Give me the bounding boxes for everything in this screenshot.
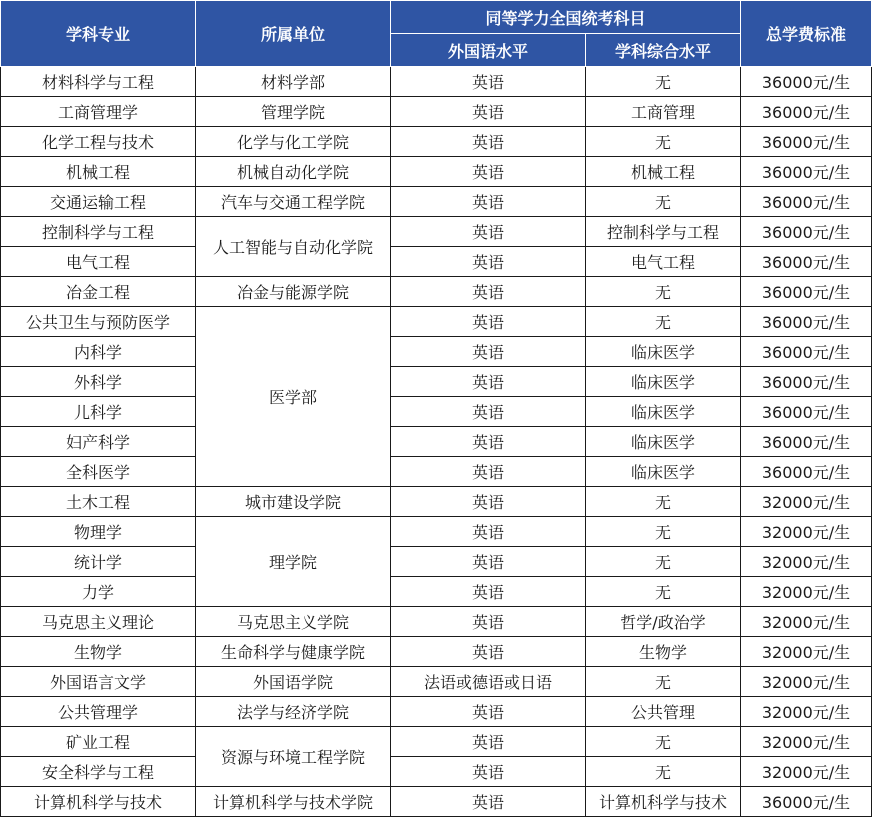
- cell-subject: 无: [586, 127, 741, 157]
- cell-major: 内科学: [1, 337, 196, 367]
- table-row: [1, 217, 872, 247]
- cell-lang: 英语: [391, 97, 586, 127]
- table-row: [1, 637, 872, 667]
- cell-major: 交通运输工程: [1, 187, 196, 217]
- cell-lang: 英语: [391, 307, 586, 337]
- cell-major: 马克思主义理论: [1, 607, 196, 637]
- cell-subject: 无: [586, 307, 741, 337]
- cell-lang: 英语: [391, 277, 586, 307]
- table-row: [1, 517, 872, 547]
- cell-major: 工商管理学: [1, 97, 196, 127]
- cell-unit: 外国语学院: [196, 667, 391, 697]
- cell-major: 妇产科学: [1, 427, 196, 457]
- cell-subject: 无: [586, 67, 741, 97]
- cell-fee: 36000元/生: [741, 277, 872, 307]
- table-row: [1, 97, 872, 127]
- table-row: [1, 367, 872, 397]
- cell-fee: 32000元/生: [741, 487, 872, 517]
- cell-lang: 英语: [391, 67, 586, 97]
- cell-major: 材料科学与工程: [1, 67, 196, 97]
- cell-fee: 32000元/生: [741, 727, 872, 757]
- cell-subject: 临床医学: [586, 337, 741, 367]
- cell-fee: 32000元/生: [741, 607, 872, 637]
- cell-subject: 电气工程: [586, 247, 741, 277]
- cell-major: 公共卫生与预防医学: [1, 307, 196, 337]
- table-row: [1, 67, 872, 97]
- header-foreign-language: 外国语水平: [391, 34, 586, 67]
- table-row: [1, 577, 872, 607]
- cell-fee: 36000元/生: [741, 457, 872, 487]
- cell-subject: 无: [586, 547, 741, 577]
- table-body: [1, 67, 872, 817]
- cell-fee: 36000元/生: [741, 427, 872, 457]
- cell-major: 统计学: [1, 547, 196, 577]
- cell-major: 物理学: [1, 517, 196, 547]
- cell-unit: 材料学部: [196, 67, 391, 97]
- cell-fee: 36000元/生: [741, 67, 872, 97]
- table-row: [1, 397, 872, 427]
- cell-unit: 冶金与能源学院: [196, 277, 391, 307]
- cell-fee: 36000元/生: [741, 127, 872, 157]
- header-subject-level: 学科综合水平: [586, 34, 741, 67]
- cell-lang: 英语: [391, 547, 586, 577]
- cell-major: 安全科学与工程: [1, 757, 196, 787]
- cell-lang: 英语: [391, 427, 586, 457]
- cell-subject: 无: [586, 577, 741, 607]
- cell-fee: 32000元/生: [741, 757, 872, 787]
- cell-fee: 36000元/生: [741, 787, 872, 817]
- cell-fee: 36000元/生: [741, 337, 872, 367]
- cell-unit: 城市建设学院: [196, 487, 391, 517]
- cell-subject: 生物学: [586, 637, 741, 667]
- table-row: [1, 307, 872, 337]
- cell-unit: 计算机科学与技术学院: [196, 787, 391, 817]
- cell-major: 力学: [1, 577, 196, 607]
- table-row: [1, 247, 872, 277]
- cell-subject: 机械工程: [586, 157, 741, 187]
- cell-unit: 汽车与交通工程学院: [196, 187, 391, 217]
- table-header: [1, 1, 872, 67]
- cell-major: 化学工程与技术: [1, 127, 196, 157]
- cell-unit: 法学与经济学院: [196, 697, 391, 727]
- cell-lang: 英语: [391, 487, 586, 517]
- cell-fee: 32000元/生: [741, 517, 872, 547]
- table-row: [1, 607, 872, 637]
- cell-fee: 36000元/生: [741, 97, 872, 127]
- cell-lang: 英语: [391, 787, 586, 817]
- cell-subject: 控制科学与工程: [586, 217, 741, 247]
- cell-lang: 英语: [391, 187, 586, 217]
- cell-subject: 工商管理: [586, 97, 741, 127]
- table-row: [1, 427, 872, 457]
- header-tuition: 总学费标准: [741, 1, 872, 67]
- cell-subject: 计算机科学与技术: [586, 787, 741, 817]
- cell-lang: 英语: [391, 157, 586, 187]
- table-row: [1, 547, 872, 577]
- cell-fee: 36000元/生: [741, 217, 872, 247]
- cell-unit: 管理学院: [196, 97, 391, 127]
- cell-unit: 医学部: [196, 307, 391, 487]
- cell-lang: 英语: [391, 217, 586, 247]
- cell-subject: 无: [586, 187, 741, 217]
- cell-fee: 36000元/生: [741, 157, 872, 187]
- cell-fee: 32000元/生: [741, 577, 872, 607]
- table-row: [1, 697, 872, 727]
- cell-subject: 无: [586, 277, 741, 307]
- cell-fee: 32000元/生: [741, 637, 872, 667]
- cell-major: 矿业工程: [1, 727, 196, 757]
- header-exam-group: 同等学力全国统考科目: [391, 1, 741, 34]
- cell-fee: 36000元/生: [741, 397, 872, 427]
- header-major: 学科专业: [1, 1, 196, 67]
- cell-fee: 32000元/生: [741, 547, 872, 577]
- cell-lang: 英语: [391, 337, 586, 367]
- cell-subject: 无: [586, 727, 741, 757]
- cell-major: 土木工程: [1, 487, 196, 517]
- cell-unit: 资源与环境工程学院: [196, 727, 391, 787]
- cell-lang: 英语: [391, 127, 586, 157]
- cell-major: 生物学: [1, 637, 196, 667]
- cell-subject: 临床医学: [586, 427, 741, 457]
- cell-subject: 无: [586, 517, 741, 547]
- cell-lang: 英语: [391, 757, 586, 787]
- cell-major: 全科医学: [1, 457, 196, 487]
- cell-fee: 32000元/生: [741, 667, 872, 697]
- cell-unit: 机械自动化学院: [196, 157, 391, 187]
- cell-major: 机械工程: [1, 157, 196, 187]
- table-row: [1, 667, 872, 697]
- cell-subject: 无: [586, 487, 741, 517]
- cell-major: 计算机科学与技术: [1, 787, 196, 817]
- cell-fee: 36000元/生: [741, 367, 872, 397]
- cell-subject: 临床医学: [586, 457, 741, 487]
- cell-unit: 人工智能与自动化学院: [196, 217, 391, 277]
- cell-unit: 理学院: [196, 517, 391, 607]
- cell-fee: 36000元/生: [741, 187, 872, 217]
- table-row: [1, 157, 872, 187]
- cell-lang: 英语: [391, 637, 586, 667]
- cell-subject: 无: [586, 757, 741, 787]
- cell-lang: 法语或德语或日语: [391, 667, 586, 697]
- cell-subject: 哲学/政治学: [586, 607, 741, 637]
- cell-lang: 英语: [391, 517, 586, 547]
- cell-subject: 公共管理: [586, 697, 741, 727]
- cell-major: 外国语言文学: [1, 667, 196, 697]
- cell-major: 电气工程: [1, 247, 196, 277]
- cell-fee: 36000元/生: [741, 307, 872, 337]
- cell-subject: 临床医学: [586, 397, 741, 427]
- cell-major: 外科学: [1, 367, 196, 397]
- cell-unit: 生命科学与健康学院: [196, 637, 391, 667]
- cell-unit: 化学与化工学院: [196, 127, 391, 157]
- cell-fee: 32000元/生: [741, 697, 872, 727]
- cell-lang: 英语: [391, 397, 586, 427]
- cell-lang: 英语: [391, 727, 586, 757]
- cell-lang: 英语: [391, 367, 586, 397]
- table-row: [1, 457, 872, 487]
- cell-lang: 英语: [391, 607, 586, 637]
- cell-lang: 英语: [391, 697, 586, 727]
- header-unit: 所属单位: [196, 1, 391, 67]
- cell-major: 公共管理学: [1, 697, 196, 727]
- table-row: [1, 277, 872, 307]
- cell-lang: 英语: [391, 247, 586, 277]
- table-row: [1, 727, 872, 757]
- cell-fee: 36000元/生: [741, 247, 872, 277]
- cell-major: 冶金工程: [1, 277, 196, 307]
- table-row: [1, 487, 872, 517]
- table-row: [1, 127, 872, 157]
- cell-subject: 无: [586, 667, 741, 697]
- cell-major: 儿科学: [1, 397, 196, 427]
- cell-major: 控制科学与工程: [1, 217, 196, 247]
- table-row: [1, 187, 872, 217]
- table-row: [1, 757, 872, 787]
- cell-unit: 马克思主义学院: [196, 607, 391, 637]
- cell-lang: 英语: [391, 577, 586, 607]
- table-row: [1, 337, 872, 367]
- table-row: [1, 787, 872, 817]
- cell-lang: 英语: [391, 457, 586, 487]
- cell-subject: 临床医学: [586, 367, 741, 397]
